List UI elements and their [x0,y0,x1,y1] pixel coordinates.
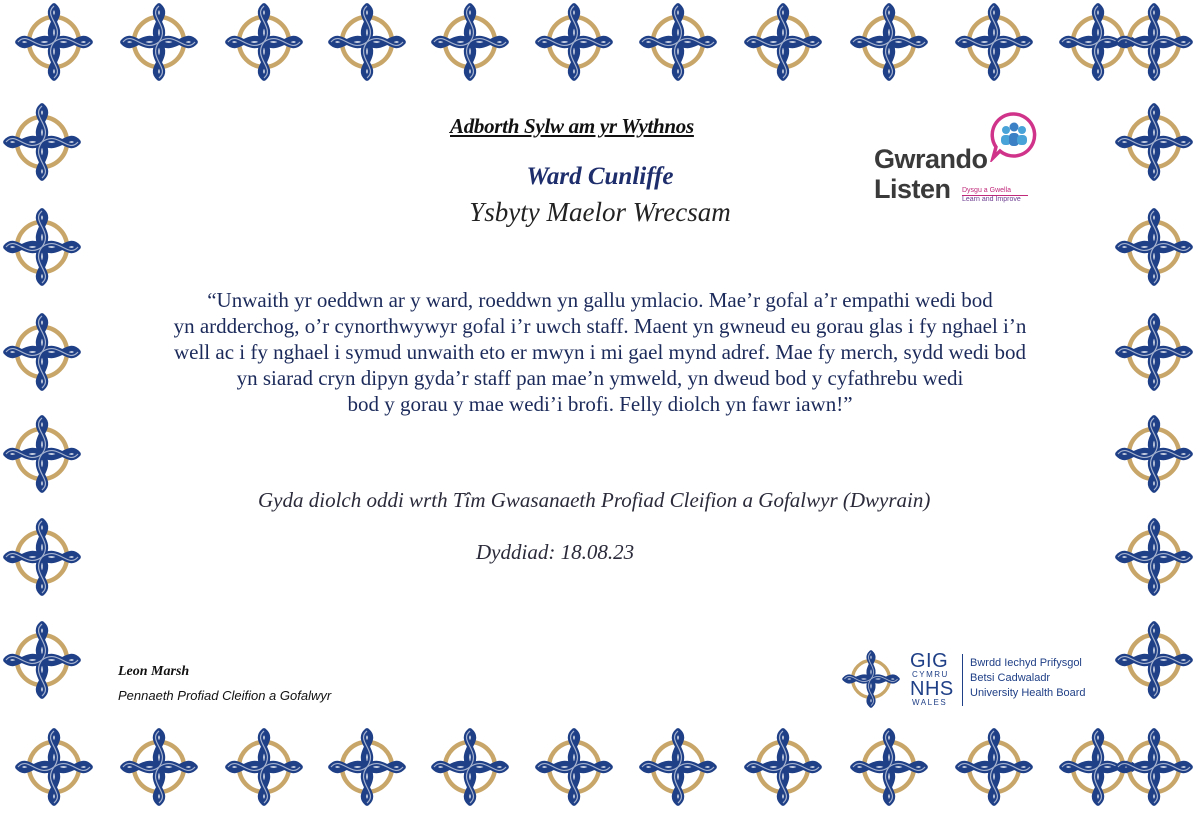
celtic-knot-icon [0,618,84,702]
signer-name: Leon Marsh [118,664,190,679]
celtic-knot-icon [741,0,825,84]
celtic-knot-icon [12,725,96,809]
nhs-gig-text: GIG [910,650,949,672]
nhs-nhs-text: NHS [910,678,954,700]
nhs-cymru-text: CYMRU [912,670,949,679]
celtic-knot-icon [325,0,409,84]
celtic-knot-icon [325,725,409,809]
celtic-knot-icon [0,310,84,394]
speech-bubble-people-icon [988,110,1040,162]
thanks-line: Gyda diolch oddi wrth Tîm Gwasanaeth Profiad Cleifion a Gofalwyr (Dwyrain) [258,488,931,512]
celtic-knot-icon [12,0,96,84]
celtic-knot-icon [1112,412,1196,496]
gwrando-tagline-english: Learn and Improve [962,196,1021,203]
celtic-knot-icon [428,0,512,84]
celtic-knot-icon [0,100,84,184]
celtic-knot-icon [117,725,201,809]
nhs-board-line: Betsi Cadwaladr [970,672,1051,684]
celtic-knot-icon [952,0,1036,84]
celtic-knot-icon [840,648,902,710]
listen-wordmark: Listen [874,174,951,204]
celtic-knot-icon [847,0,931,84]
quote-line: well ac i fy nghael i symud unwaith eto er mwyn i mi gael mynd adref. Mae fy merch, sydd wedi bod [173,340,1027,364]
quote-line: bod y gorau y mae wedi’i brofi. Felly diolch yn fawr iawn!” [347,392,853,416]
celtic-knot-icon [1112,0,1196,84]
gwrando-tagline-welsh: Dysgu a Gwella [962,187,1012,194]
celtic-knot-icon [532,0,616,84]
nhs-board-name [970,656,1086,701]
celtic-knot-icon [741,725,825,809]
celtic-knot-icon [1112,618,1196,702]
celtic-knot-icon [222,0,306,84]
gwrando-listen-logo [870,108,1040,208]
hospital-name: Ysbyty Maelor Wrecsam [469,197,731,227]
celtic-knot-icon [222,725,306,809]
celtic-knot-icon [532,725,616,809]
nhs-board-line: Bwrdd Iechyd Prifysgol [970,657,1082,669]
celtic-knot-icon [952,725,1036,809]
celtic-knot-icon [0,515,84,599]
celtic-knot-icon [847,725,931,809]
nhs-logo-divider [962,654,963,706]
celtic-knot-icon [1112,205,1196,289]
celtic-knot-icon [0,205,84,289]
signer-role: Pennaeth Profiad Cleifion a Gofalwyr [118,688,332,703]
quote-line: “Unwaith yr oeddwn ar y ward, roeddwn yn gallu ymlacio. Mae’r gofal a’r empathi wedi bod [207,288,993,312]
feedback-quote [100,287,1100,417]
certificate-heading: Adborth Sylw am yr Wythnos [450,114,694,138]
quote-line: yn ardderchog, o’r cynorthwywyr gofal i’r uwch staff. Maent yn gwneud eu gorau glas i fy nghael i’n [173,314,1027,338]
celtic-knot-icon [1112,725,1196,809]
ward-name: Ward Cunliffe [526,163,674,190]
date-line: Dyddiad: 18.08.23 [476,540,635,564]
celtic-knot-icon [1112,310,1196,394]
nhs-wales-text: WALES [912,698,948,707]
quote-line: yn siarad cryn dipyn gyda’r staff pan mae’n ymweld, yn dweud bod y cyfathrebu wedi [236,366,964,390]
gwrando-wordmark: Gwrando [874,144,988,174]
celtic-knot-icon [1112,515,1196,599]
celtic-knot-icon [117,0,201,84]
celtic-knot-icon [1112,100,1196,184]
celtic-knot-icon [0,412,84,496]
nhs-betsi-cadwaladr-logo [840,648,1100,718]
celtic-knot-icon [636,725,720,809]
celtic-knot-icon [428,725,512,809]
nhs-board-line: University Health Board [970,687,1086,699]
celtic-knot-icon [636,0,720,84]
